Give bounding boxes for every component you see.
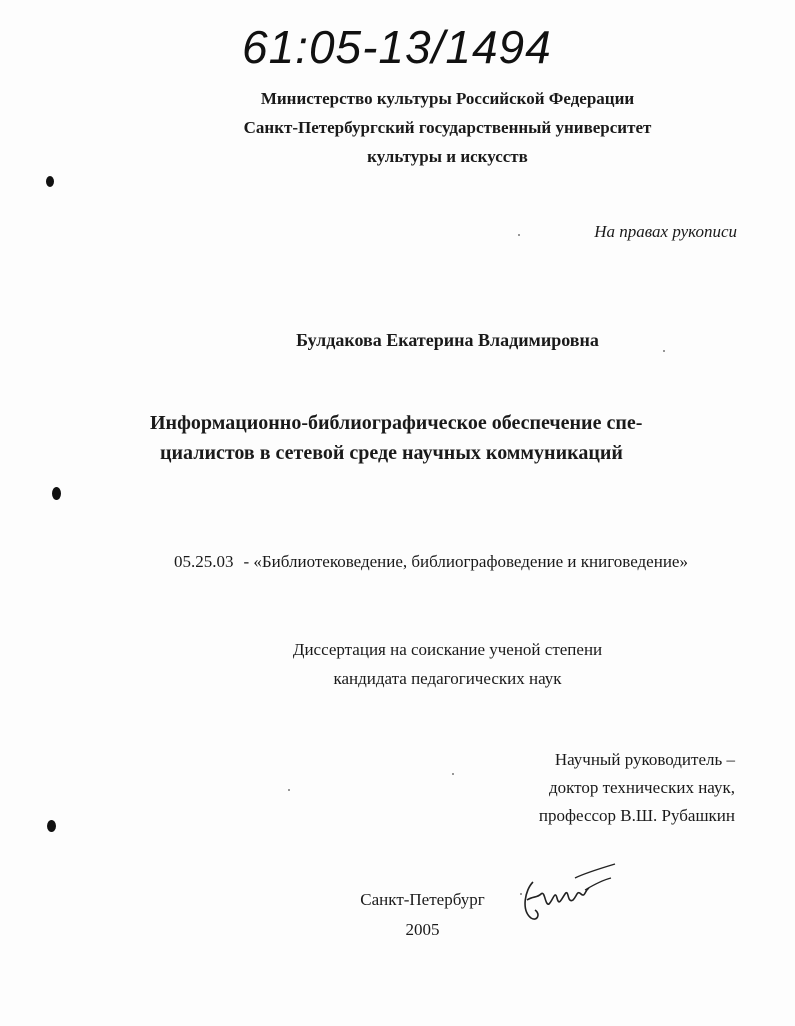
scan-speck <box>520 893 522 895</box>
binding-hole-mark <box>52 487 61 500</box>
specialty <box>174 552 688 572</box>
university-line-2: культуры и искусств <box>367 147 528 166</box>
scan-speck <box>452 773 454 775</box>
institution-header <box>0 84 795 171</box>
specialty-code: 05.25.03 <box>174 552 234 571</box>
dissertation-title <box>150 408 642 468</box>
title-line-2: циалистов в сетевой среде научных коммуникаций <box>160 442 623 464</box>
supervisor-line-2: доктор технических наук, <box>548 778 735 797</box>
degree-line-1: Диссертация на соискание ученой степени <box>292 640 603 659</box>
place-and-year <box>350 885 495 945</box>
scan-speck <box>288 789 290 791</box>
rights-notice: На правах рукописи <box>594 222 737 241</box>
title-line-1: Информационно-библиографическое обеспечение спе- <box>150 412 643 434</box>
city: Санкт-Петербург <box>360 890 485 909</box>
supervisor-line-1: Научный руководитель – <box>554 750 735 769</box>
supervisor-block <box>539 746 735 830</box>
binding-hole-mark <box>46 176 54 187</box>
scan-speck <box>518 234 520 236</box>
year: 2005 <box>405 920 440 939</box>
author-name: Булдакова Екатерина Владимировна <box>296 330 599 350</box>
university-line: Санкт-Петербургский государственный университет <box>243 118 652 137</box>
degree-line-2: кандидата педагогических наук <box>333 669 562 688</box>
handwritten-signature <box>515 860 625 930</box>
binding-hole-mark <box>47 820 56 832</box>
supervisor-line-3: профессор В.Ш. Рубашкин <box>538 806 735 825</box>
specialty-name: - «Библиотековедение, библиографоведение и книговедение» <box>243 552 688 571</box>
catalog-number: 61:05-13/1494 <box>242 21 552 73</box>
ministry-line: Министерство культуры Российской Федерации <box>260 89 635 108</box>
degree-statement <box>0 635 795 693</box>
scan-speck <box>663 350 665 352</box>
